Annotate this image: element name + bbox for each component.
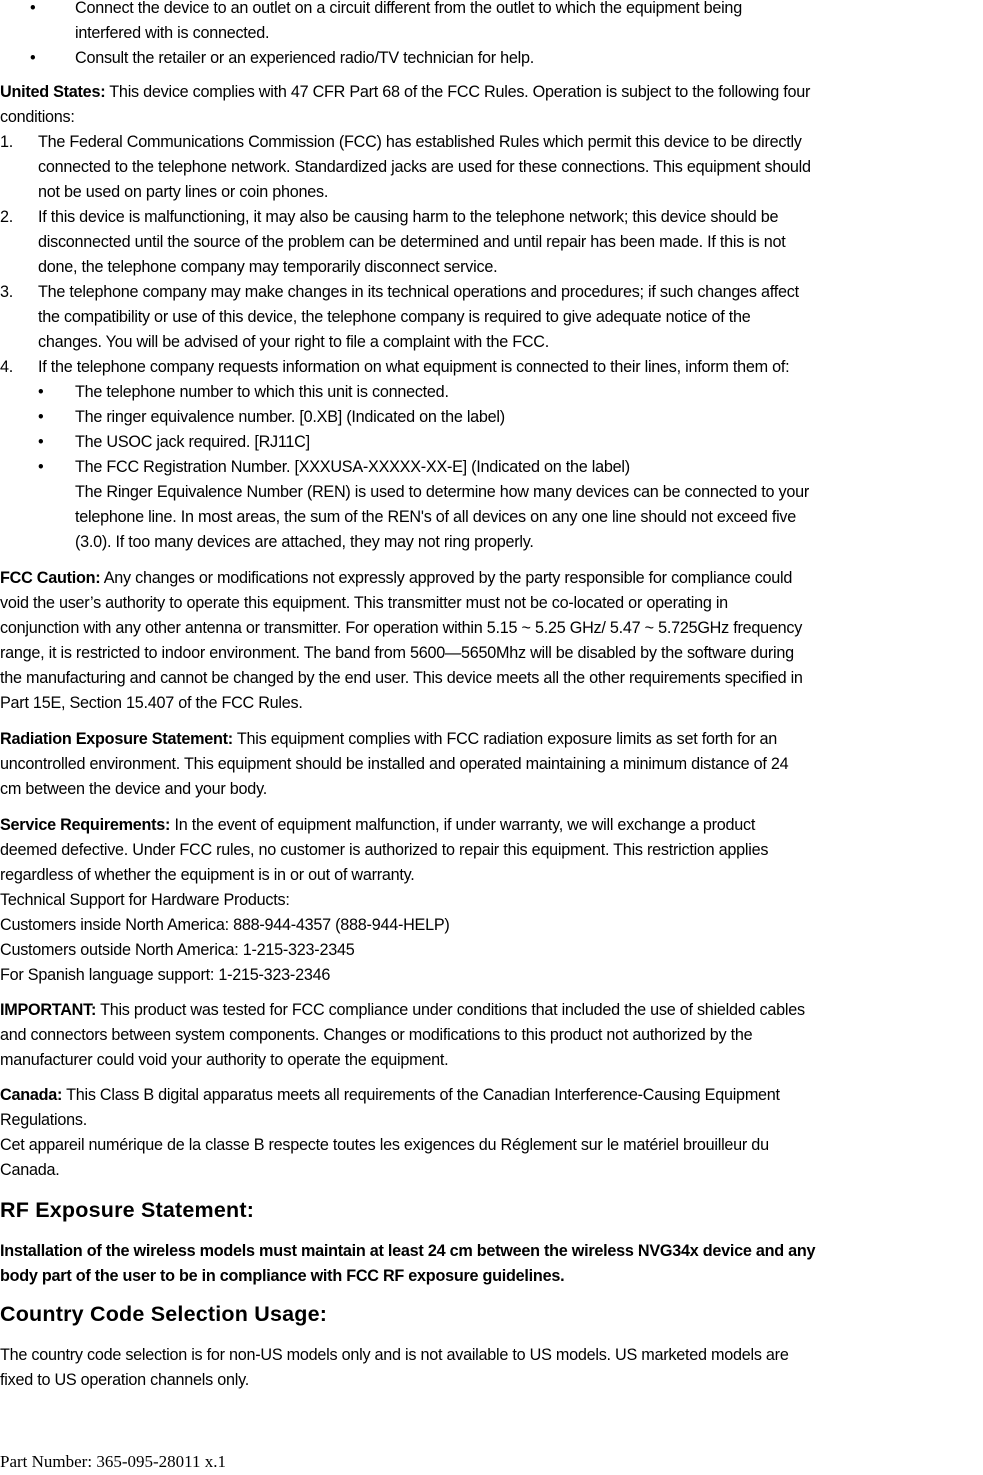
radiation-line: Radiation Exposure Statement: This equipment complies with FCC radiation exposure limits as set forth for an: [0, 730, 777, 748]
fcc-caution-label: FCC Caution:: [0, 569, 101, 587]
fcc-caution-line: FCC Caution: Any changes or modifications not expressly approved by the party responsible for compliance could: [0, 569, 793, 587]
service-line: Service Requirements: In the event of equipment malfunction, if under warranty, we will exchange a product: [0, 816, 756, 834]
radiation-line: cm between the device and your body.: [0, 780, 267, 798]
rf-exposure-line: Installation of the wireless models must maintain at least 24 cm between the wireless NVG34x device and any: [0, 1242, 816, 1260]
important-line: IMPORTANT: This product was tested for FCC compliance under conditions that included the use of shielded cables: [0, 1001, 805, 1019]
bullet-icon: •: [30, 49, 36, 67]
fcc-caution-line: conjunction with any other antenna or transmitter. For operation within 5.15 ~ 5.25 GHz/ 5.47 ~ 5.725GHz frequency: [0, 619, 803, 637]
rf-exposure-heading: RF Exposure Statement:: [0, 1198, 255, 1222]
service-label: Service Requirements:: [0, 816, 171, 834]
canada-line: Regulations.: [0, 1111, 87, 1129]
part-number-footer: Part Number: 365-095-28011 x.1: [0, 1452, 227, 1471]
bullet-icon: •: [38, 408, 44, 426]
canada-line: Canada: This Class B digital apparatus meets all requirements of the Canadian Interference-Causing Equipment: [0, 1086, 780, 1104]
support-phone-spanish: For Spanish language support: 1-215-323-2346: [0, 966, 331, 984]
bullet-icon: •: [30, 0, 36, 17]
canada-label: Canada:: [0, 1086, 63, 1104]
country-code-line: The country code selection is for non-US models only and is not available to US models. US marketed models are: [0, 1346, 789, 1364]
important-line: and connectors between system components. Changes or modifications to this product not authorized by the: [0, 1026, 753, 1044]
us-label: United States:: [0, 83, 106, 101]
document-page: • Connect the device to an outlet on a circuit different from the outlet to which the equipment being interfered with is connected. • Consult the retailer or an experienced radio/TV technician for help. United States: This device complies with 47 CFR Part 68 of the FCC Rules. Operation is subject to the following four conditions: 1. The Federal Communications Commission (FCC) has established Rules which permit this device to be directly connected to the telephone network. Standardized jacks are used for these connections. This equipment should not be used on party lines or coin phones. 2. If this device is malfunctioning, it may also be causing harm to the telephone network; this device should be disconnected until the source of the problem can be determined and until repair has been made. If this is not done, the telephone company may temporarily disconnect service. 3. The telephone company may make changes in its technical operations and procedures; if such changes affect the compatibility or use of this device, the telephone company is required to give adequate notice of the changes. You will be advised of your right to file a complaint with the FCC. 4. If the telephone company requests information on what equipment is connected to their lines, inform them of: • The telephone number to which this unit is connected. • The ringer equivalence number. [0.XB] (Indicated on the label) • The USOC jack required. [RJ11C] • The FCC Registration Number. [XXXUSA-XXXXX-XX-E] (Indicated on the label) The Ringer Equivalence Number (REN) is used to determine how many devices can be connected to your telephone line. In most areas, the sum of the REN's of all devices on any one line should not exceed five (3.0). If too many devices are attached, they may not ring properly. FCC Caution: Any changes or modifications not expressly approved by the party responsible for compliance could void the user’s authority to operate this equipment. This transmitter must not be co-located or operating in conjunction with any other antenna or transmitter. For operation within 5.15 ~ 5.25 GHz/ 5.47 ~ 5.725GHz frequency range, it is restricted to indoor environment. The band from 5600—5650Mhz will be disabled by the software during the manufacturing and cannot be changed by the end user. This device meets all the other requirements specified in Part 15E, Section 15.407 of the FCC Rules. Radiation Exposure Statement: This equipment complies with FCC radiation exposure limits as set forth for an uncontrolled environment. This equipment should be installed and operated maintaining a minimum distance of 24 cm between the device and your body. Service Requirements: In the event of equipment malfunction, if under warranty, we will exchange a product deemed defective. Under FCC rules, no customer is authorized to repair this equipment. This restriction applies regardless of whether the equipment is in or out of warranty. Technical Support for Hardware Products: Customers inside North America: 888-944-4357 (888-944-HELP) Customers outside North America: 1-215-323-2345 For Spanish language support: 1-215-323-2346 IMPORTANT: This product was tested for FCC compliance under conditions that included the use of shielded cables and connectors between system components. Changes or modifications to this product not authorized by the manufacturer could void your authority to operate the equipment. Canada: This Class B digital apparatus meets all requirements of the Canadian Interference-Causing Equipment Regulations. Cet appareil numérique de la classe B respecte toutes les exigences du Réglement sur le matériel brouilleur du Canada. RF Exposure Statement: Installation of the wireless models must maintain at least 24 cm between the wireless NVG34x device and any body part of the user to be in compliance with FCC RF exposure guidelines. Country Code Selection Usage: The country code selection is for non-US models only and is not available to US models. US marketed models are fixed to US operation channels only. Part Number: 365-095-28011 x.1: [0, 0, 983, 1475]
important-label: IMPORTANT:: [0, 1001, 97, 1019]
important-line: manufacturer could void your authority to operate the equipment.: [0, 1051, 449, 1069]
us-intro-cont: conditions:: [0, 108, 75, 126]
canada-line: Canada.: [0, 1161, 60, 1179]
bullet-icon: •: [38, 458, 44, 476]
fcc-caution-line: void the user’s authority to operate this equipment. This transmitter must not be co-located or operating in: [0, 594, 728, 612]
service-line: Technical Support for Hardware Products:: [0, 891, 290, 909]
rf-exposure-line: body part of the user to be in compliance with FCC RF exposure guidelines.: [0, 1267, 565, 1285]
support-phone-outside: Customers outside North America: 1-215-323-2345: [0, 941, 355, 959]
fcc-caution-line: range, it is restricted to indoor environment. The band from 5600—5650Mhz will be disabled by the software during: [0, 644, 794, 662]
bullet-icon: •: [38, 383, 44, 401]
us-intro: United States: This device complies with 47 CFR Part 68 of the FCC Rules. Operation is subject to the following four: [0, 83, 811, 101]
canada-line: Cet appareil numérique de la classe B respecte toutes les exigences du Réglement sur le matériel brouilleur du: [0, 1136, 769, 1154]
bullet-icon: •: [38, 433, 44, 451]
support-phone-na: Customers inside North America: 888-944-4357 (888-944-HELP): [0, 916, 450, 934]
service-line: regardless of whether the equipment is in or out of warranty.: [0, 866, 415, 884]
country-code-heading: Country Code Selection Usage:: [0, 1302, 328, 1326]
country-code-line: fixed to US operation channels only.: [0, 1371, 249, 1389]
service-line: deemed defective. Under FCC rules, no customer is authorized to repair this equipment. This restriction applies: [0, 841, 769, 859]
fcc-caution-line: the manufacturing and cannot be changed by the end user. This device meets all the other requirements specified in: [0, 669, 803, 687]
fcc-caution-line: Part 15E, Section 15.407 of the FCC Rules.: [0, 694, 303, 712]
radiation-label: Radiation Exposure Statement:: [0, 730, 233, 748]
radiation-line: uncontrolled environment. This equipment should be installed and operated maintaining a minimum distance of 24: [0, 755, 789, 773]
